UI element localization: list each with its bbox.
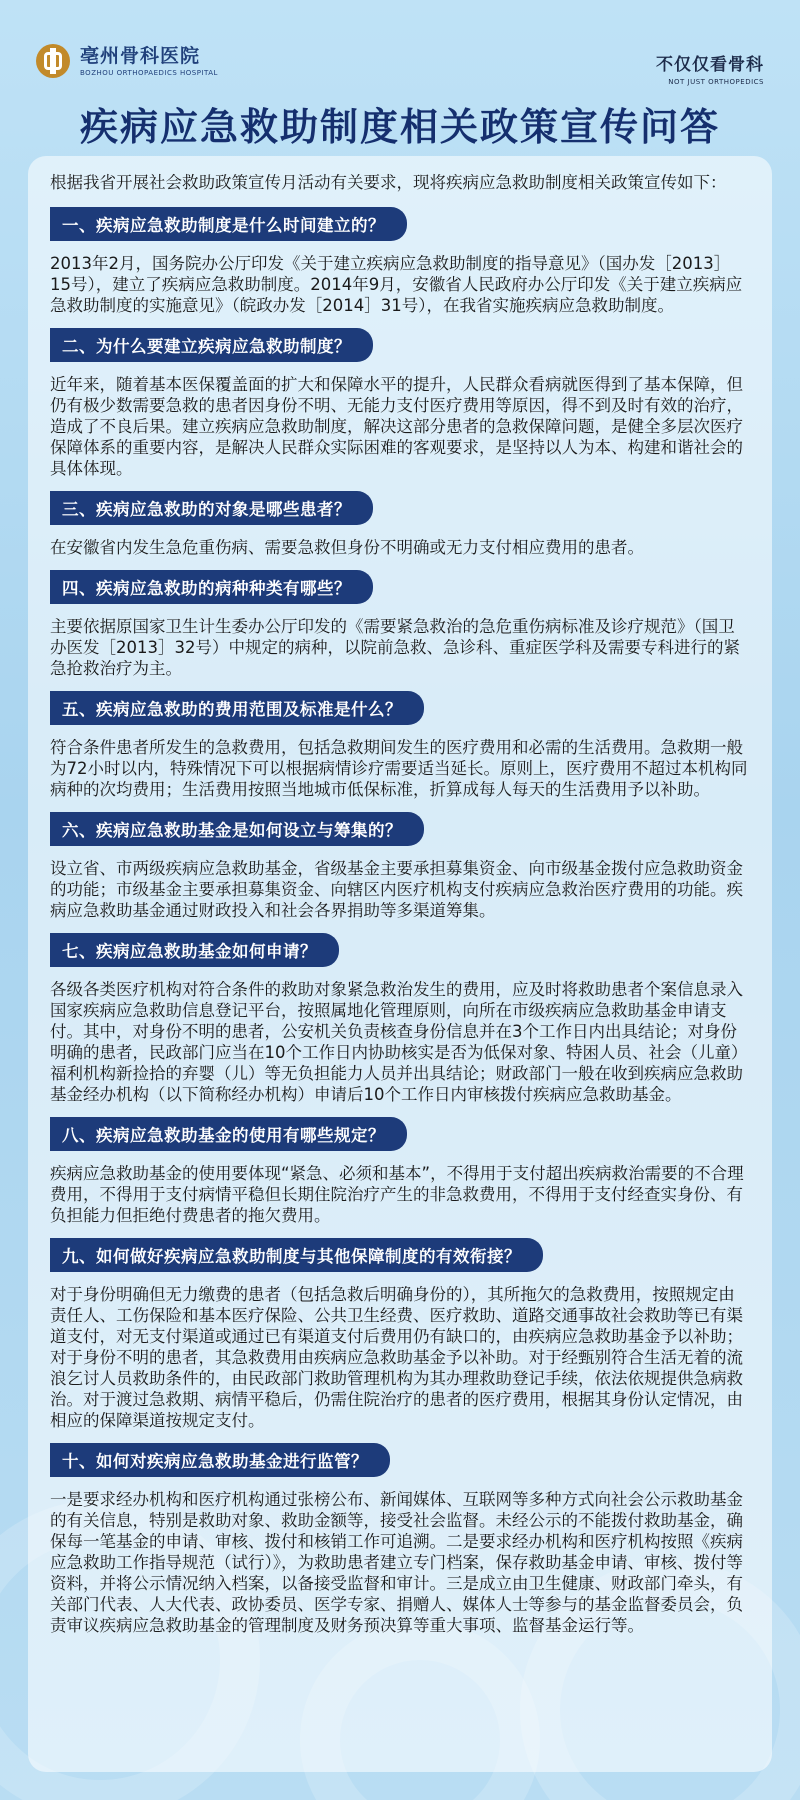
- intro-text: 根据我省开展社会救助政策宣传月活动有关要求，现将疾病应急救助制度相关政策宣传如下：: [50, 173, 727, 192]
- header: [0, 0, 800, 160]
- slogan: [656, 50, 764, 86]
- section-heading: 一、疾病应急救助制度是什么时间建立的？: [50, 207, 407, 241]
- section-10: [50, 1443, 750, 1636]
- section-body: 设立省、市两级疾病应急救助基金，省级基金主要承担募集资金、向市级基金拨付应急救助资金的功能；市级基金主要承担募集资金、向辖区内医疗机构支付疾病应急救治医疗费用的功能。疾病应急救助基金通过财政投入和社会各界捐助等多渠道筹集。: [50, 859, 743, 920]
- slogan-cn: 不仅仅看骨科: [656, 55, 764, 75]
- content-panel: [28, 156, 772, 1772]
- section-heading: 六、疾病应急救助基金是如何设立与筹集的？: [50, 812, 424, 846]
- section-3: [50, 491, 750, 558]
- section-body: 一是要求经办机构和医疗机构通过张榜公布、新闻媒体、互联网等多种方式向社会公示救助基金的有关信息，特别是救助对象、救助金额等，接受社会监督。未经公示的不能拨付救助基金，确保每一笔基金的申请、审核、拨付和核销工作可追溯。二是要求经办机构和医疗机构按照《疾病应急救助工作指导规范（试行）》，为救助患者建立专门档案，保存救助基金申请、审核、拨付等资料，并将公示情况纳入档案，以备接受监督和审计。三是成立由卫生健康、财政部门牵头，有关部门代表、人大代表、政协委员、医学专家、捐赠人、媒体人士等参与的基金监督委员会，负责审议疾病应急救助基金的管理制度及财务预决算等重大事项、监督基金运行等。: [50, 1490, 743, 1635]
- section-9: [50, 1238, 750, 1431]
- section-heading: 五、疾病应急救助的费用范围及标准是什么？: [50, 691, 424, 725]
- slogan-en: NOT JUST ORTHOPEDICS: [668, 78, 764, 86]
- section-heading: 九、如何做好疾病应急救助制度与其他保障制度的有效衔接？: [50, 1238, 543, 1272]
- section-body: 疾病应急救助基金的使用要体现“紧急、必须和基本”，不得用于支付超出疾病救治需要的不合理费用，不得用于支付病情平稳但长期住院治疗产生的非急救费用，不得用于支付经查实身份、有负担能力但拒绝付费患者的拖欠费用。: [50, 1164, 744, 1225]
- section-heading: 四、疾病应急救助的病种种类有哪些？: [50, 570, 373, 604]
- page-title: 疾病应急救助制度相关政策宣传问答: [79, 105, 720, 149]
- section-heading: 七、疾病应急救助基金如何申请？: [50, 933, 339, 967]
- hospital-name-en: BOZHOU ORTHOPAEDICS HOSPITAL: [80, 68, 218, 77]
- hospital-logo-icon: [36, 44, 70, 78]
- section-4: [50, 570, 750, 679]
- section-heading: 八、疾病应急救助基金的使用有哪些规定？: [50, 1117, 407, 1151]
- section-7: [50, 933, 750, 1105]
- section-body: 各级各类医疗机构对符合条件的救助对象紧急救治发生的费用，应及时将救助患者个案信息录入国家疾病应急救助信息登记平台，按照属地化管理原则，向所在市级疾病应急救助基金申请支付。其中，对身份不明的患者，公安机关负责核查身份信息并在3个工作日内出具结论；对身份明确的患者，民政部门应当在10个工作日内协助核实是否为低保对象、特困人员、社会（儿童）福利机构新捡拾的弃婴（儿）等无负担能力人员并出具结论；财政部门一般在收到疾病应急救助基金经办机构（以下简称经办机构）申请后10个工作日内审核拨付疾病应急救助基金。: [50, 980, 748, 1104]
- section-5: [50, 691, 750, 800]
- section-body: 在安徽省内发生急危重伤病、需要急救但身份不明确或无力支付相应费用的患者。: [50, 538, 644, 557]
- section-body: 主要依据原国家卫生计生委办公厅印发的《需要紧急救治的急危重伤病标准及诊疗规范》（国卫办医发［2013］32号）中规定的病种，以院前急救、急诊科、重症医学科及需要专科进行的紧急抢救治疗为主。: [50, 617, 740, 678]
- section-heading: 三、疾病应急救助的对象是哪些患者？: [50, 491, 373, 525]
- hospital-name-cn: 亳州骨科医院: [80, 44, 201, 67]
- section-body: 2013年2月，国务院办公厅印发《关于建立疾病应急救助制度的指导意见》（国办发［2013］15号），建立了疾病应急救助制度。2014年9月，安徽省人民政府办公厅印发《关于建立疾病应急救助制度的实施意见》（皖政办发［2014］31号），在我省实施疾病应急救助制度。: [50, 254, 743, 315]
- section-2: [50, 328, 750, 479]
- section-6: [50, 812, 750, 921]
- section-body: 符合条件患者所发生的急救费用，包括急救期间发生的医疗费用和必需的生活费用。急救期一般为72小时以内，特殊情况下可以根据病情诊疗需要适当延长。原则上，医疗费用不超过本机构同病种的次均费用；生活费用按照当地城市低保标准，折算成每人每天的生活费用予以补助。: [50, 738, 748, 799]
- hospital-logo: [36, 44, 218, 78]
- section-1: [50, 207, 750, 316]
- section-body: 对于身份明确但无力缴费的患者（包括急救后明确身份的），其所拖欠的急救费用，按照规定由责任人、工伤保险和基本医疗保险、公共卫生经费、医疗救助、道路交通事故社会救助等已有渠道支付，对无支付渠道或通过已有渠道支付后费用仍有缺口的，由疾病应急救助基金予以补助；对于身份不明的患者，其急救费用由疾病应急救助基金予以补助。对于经甄别符合生活无着的流浪乞讨人员救助条件的，由民政部门救助管理机构为其办理救助登记手续，依法依规提供急病救治。对于渡过急救期、病情平稳后，仍需住院治疗的患者的医疗费用，根据其身份认定情况，由相应的保障渠道按规定支付。: [50, 1285, 743, 1430]
- section-heading: 二、为什么要建立疾病应急救助制度？: [50, 328, 373, 362]
- section-8: [50, 1117, 750, 1226]
- section-heading: 十、如何对疾病应急救助基金进行监管？: [50, 1443, 390, 1477]
- section-body: 近年来，随着基本医保覆盖面的扩大和保障水平的提升，人民群众看病就医得到了基本保障，但仍有极少数需要急救的患者因身份不明、无能力支付医疗费用等原因，得不到及时有效的治疗，造成了不良后果。建立疾病应急救助制度，解决这部分患者的急救保障问题，是健全多层次医疗保障体系的重要内容，是解决人民群众实际困难的客观要求，是坚持以人为本、构建和谐社会的具体体现。: [50, 375, 743, 478]
